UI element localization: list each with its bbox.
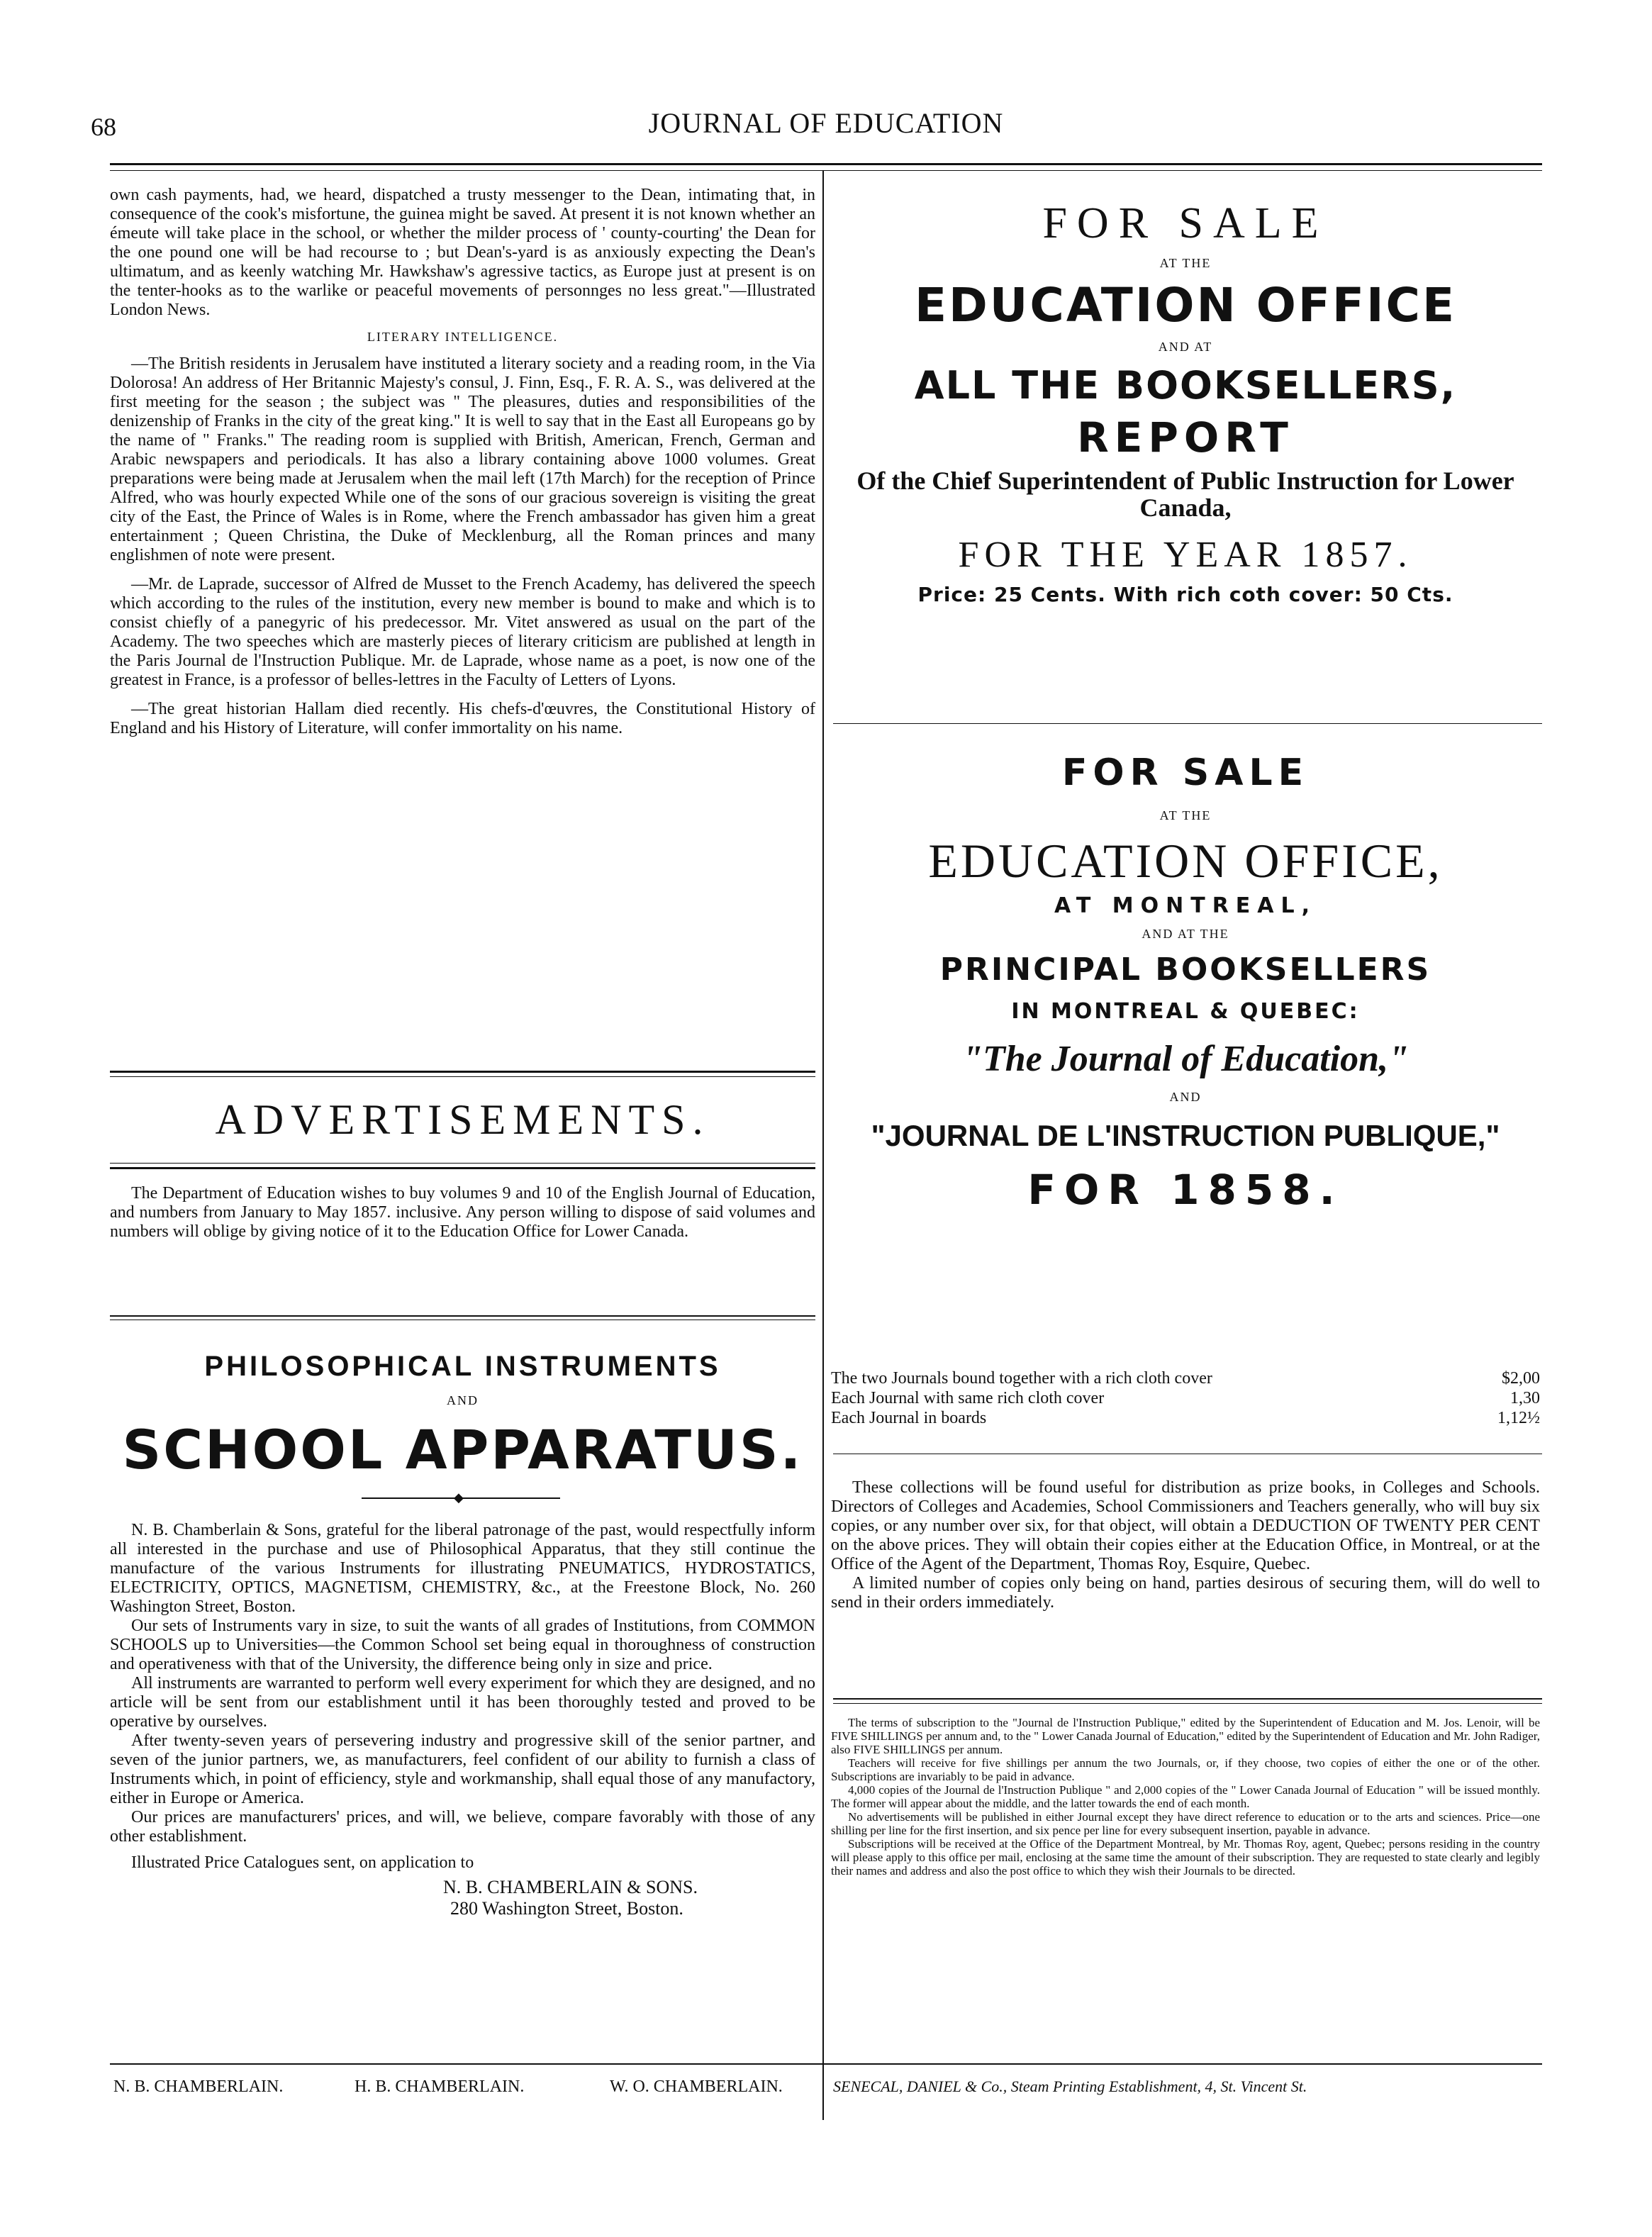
ad2-office: EDUCATION OFFICE, bbox=[928, 834, 1443, 888]
philosophical-and: AND bbox=[447, 1393, 479, 1407]
ad2-montreal: AT MONTREAL, bbox=[1054, 893, 1317, 918]
terms-p1: The terms of subscription to the "Journal de l'Instruction Publique," edited by the Superintendent of Education and M. Jos. Lenoir, will be FIVE SHILLINGS per annum and, to the " Lower Canada Journal of Education," edited by the Superintendent of Education and Mr. John Radiger, also FIVE SHILLINGS per annum. bbox=[831, 1716, 1540, 1756]
signature-name: N. B. CHAMBERLAIN & SONS. bbox=[443, 1877, 698, 1897]
dept-notice-block bbox=[110, 1184, 815, 1242]
ad2-and-at-the: AND AT THE bbox=[1142, 927, 1229, 941]
ad2-journal-en: "The Journal of Education," bbox=[962, 1039, 1409, 1079]
printer-imprint: SENECAL, DANIEL & Co., Steam Printing Establishment, 4, St. Vincent St. bbox=[833, 2077, 1307, 2095]
ad2-for-year: FOR 1858. bbox=[1027, 1166, 1344, 1214]
ad-rule-top bbox=[110, 1071, 815, 1073]
terms-rule-2 bbox=[833, 1703, 1542, 1704]
terms-p3: 4,000 copies of the Journal de l'Instruction Publique " and 2,000 copies of the " Lower Canada Journal of Education " will be issued monthly. The former will appear about the middle, and the latter towards the end of each month. bbox=[831, 1783, 1540, 1810]
price-item: Each Journal with same rich cloth cover bbox=[831, 1389, 1105, 1407]
ad1-and-at: AND AT bbox=[1158, 340, 1213, 354]
ad-rule-bottom-2 bbox=[110, 1167, 815, 1169]
literary-heading: LITERARY INTELLIGENCE. bbox=[367, 330, 559, 344]
price-item: Each Journal in boards bbox=[831, 1409, 987, 1427]
ornament-diamond: ◆ bbox=[454, 1490, 464, 1505]
header-rule bbox=[110, 163, 1542, 165]
ad1-rule bbox=[833, 723, 1542, 724]
footer-name-2: H. B. CHAMBERLAIN. bbox=[355, 2077, 525, 2096]
notice-rule bbox=[110, 1315, 815, 1317]
terms-p2: Teachers will receive for five shillings per annum the two Journals, or, if they choose, two copies of either the one or of the other. Subscriptions are invariably to be paid in advance. bbox=[831, 1756, 1540, 1783]
price-list bbox=[831, 1368, 1540, 1428]
collections-p2: A limited number of copies only being on hand, parties desirous of securing them, will do well to send in their orders immediately. bbox=[831, 1574, 1540, 1612]
ad2-at-the: AT THE bbox=[1159, 808, 1212, 822]
terms-block bbox=[831, 1716, 1540, 1878]
catalogue-line: Illustrated Price Catalogues sent, on application to bbox=[131, 1853, 474, 1872]
left-column bbox=[110, 186, 815, 738]
price-row bbox=[831, 1408, 1540, 1428]
ad1-at-the: AT THE bbox=[1159, 256, 1212, 270]
price-row bbox=[831, 1388, 1540, 1408]
dept-notice: The Department of Education wishes to buy volumes 9 and 10 of the English Journal of Education, and numbers from January to May 1857. inclusive. Any person willing to dispose of said volumes and numbers will oblige by giving notice of it to the Education Office for Lower Canada. bbox=[110, 1184, 815, 1241]
price-row bbox=[831, 1368, 1540, 1388]
ad-rule-bottom bbox=[110, 1163, 815, 1164]
ad1-year: FOR THE YEAR 1857. bbox=[958, 535, 1413, 575]
paragraph-hallam: —The great historian Hallam died recently. His chefs-d'œuvres, the Constitutional History of England and his History of Literature, will confer immortality on his name. bbox=[110, 700, 815, 737]
advertisements-title: ADVERTISEMENTS. bbox=[215, 1096, 710, 1143]
running-title: JOURNAL OF EDUCATION bbox=[648, 107, 1004, 139]
chamberlain-block bbox=[110, 1521, 815, 1919]
ad2-in-cities: IN MONTREAL & QUEBEC: bbox=[1011, 999, 1360, 1024]
price-item: The two Journals bound together with a rich cloth cover bbox=[831, 1369, 1212, 1388]
collections-block bbox=[831, 1478, 1540, 1612]
paragraph-laprade: —Mr. de Laprade, successor of Alfred de Musset to the French Academy, has delivered the speech which according to the rules of the institution, every new member is bound to make and which is to consist chiefly of a panegyric of his predecessor. Mr. Vitet answered as usual on the part of the Academy. The two speeches which are masterly pieces of literary criticism are published at length in the Paris Journal de l'Instruction Publique. Mr. de Laprade, whose name as a poet, is now one of the greatest in France, is a professor of belles-lettres in the Faculty of Letters of Lyons. bbox=[110, 575, 815, 689]
ad2-block bbox=[831, 752, 1540, 1214]
intro-paragraph: own cash payments, had, we heard, dispatched a trusty messenger to the Dean, intimating that, in consequence of the cook's misfortune, the guinea might be saved. At present it is not known whether an émeute will take place in the school, or whether the milder process of ' county-courting' the Dean for the one pound one will be had recourse to ; but Dean's-yard is as anxiously expecting the Dean's ultimatum, and as keenly watching Mr. Hawkshaw's agressive tactics, as Europe just at present is on the tenter-hooks as to the warlike or peaceful movements of personnges no less great."—Illustrated London News. bbox=[110, 186, 815, 319]
header-rule-2 bbox=[110, 170, 1542, 171]
ad1-report-desc: Of the Chief Superintendent of Public Instruction for Lower Canada, bbox=[856, 467, 1514, 522]
price-value: 1,12½ bbox=[1497, 1409, 1540, 1427]
signature-address: 280 Washington Street, Boston. bbox=[450, 1898, 683, 1919]
terms-p5: Subscriptions will be received at the Office of the Department Montreal, by Mr. Thomas Roy, agent, Quebec; persons residing in the country will please apply to this office per mail, enclosing at the same time the amount of their subscription. They are requested to state clearly and legibly their names and address and also the post office to which they wish their Journals to be directed. bbox=[831, 1837, 1540, 1878]
chamberlain-p3: All instruments are warranted to perform well every experiment for which they are designed, and no article will be sent from our establishment until it has been thoroughly tested and proved to be operative by ourselves. bbox=[110, 1674, 815, 1731]
ad2-principal: PRINCIPAL BOOKSELLERS bbox=[939, 952, 1431, 988]
column-divider bbox=[822, 170, 824, 2120]
ad1-for-sale: FOR SALE bbox=[1042, 199, 1329, 247]
footer-name-1: N. B. CHAMBERLAIN. bbox=[113, 2077, 284, 2096]
terms-p4: No advertisements will be published in either Journal except they have direct reference to education or to the arts and sciences. Price—one shilling per line for the first insertion, and six pence per line for every subsequent insertion, payable in advance. bbox=[831, 1810, 1540, 1837]
ad2-and: AND bbox=[1169, 1090, 1202, 1104]
paragraph-british: —The British residents in Jerusalem have instituted a literary society and a reading room, in the Via Dolorosa! An address of Her Britannic Majesty's consul, J. Finn, Esq., F. R. A. S., was delivered at the first meeting for the season ; the subject was " The pleasures, duties and responsibilities of the denizenship of Franks in the city of the great king." It is well to say that in the East all Europeans go by the name of " Franks." The reading room is supplied with British, American, French, German and Arabic newspapers and periodicals. It has also a library containing above 1000 volumes. Great preparations were being made at Jerusalem when the mail left (17th March) for the reception of Prince Alfred, who was hourly expected While one of the sons of our gracious sovereign is visiting the great city of the East, the Prince of Wales is in Rome, where the French ambassador has given him a great entertainment ; Queen Christina, the Duke of Mecklenburg, all the Roman princes and many englishmen of note were present. bbox=[110, 355, 815, 564]
ad2-journal-fr: "JOURNAL DE L'INSTRUCTION PUBLIQUE," bbox=[871, 1119, 1500, 1152]
collections-p1: These collections will be found useful for distribution as prize books, in Colleges and Schools. Directors of Colleges and Academies, School Commissioners and Teachers generally, who will buy six copies, or any number over six, for that object, will obtain a DEDUCTION OF TWENTY PER CENT on the above prices. They will obtain their copies either at the Education Office, in Montreal, or at the Office of the Agent of the Department, Thomas Roy, Esquire, Quebec. bbox=[831, 1478, 1540, 1573]
chamberlain-p2: Our sets of Instruments vary in size, to suit the wants of all grades of Institutions, from COMMON SCHOOLS up to Universities—the Common School set being equal in thoroughness of construction and operativeness with that of the University, the difference being only in size and price. bbox=[110, 1617, 815, 1673]
ad1-booksellers: ALL THE BOOKSELLERS, bbox=[914, 363, 1457, 408]
philosophical-title: PHILOSOPHICAL INSTRUMENTS bbox=[204, 1351, 721, 1382]
footer-rule bbox=[110, 2063, 1542, 2065]
ad1-report: REPORT bbox=[1077, 413, 1294, 462]
ad1-block bbox=[831, 199, 1540, 606]
footer-name-3: W. O. CHAMBERLAIN. bbox=[610, 2077, 783, 2096]
chamberlain-p1: N. B. Chamberlain & Sons, grateful for the liberal patronage of the past, would respectfully inform all interested in the purchase and use of Philosophical Apparatus, that they still continue the manufacture of the various Instruments for illustrating PNEUMATICS, HYDROSTATICS, ELECTRICITY, OPTICS, MAGNETISM, CHEMISTRY, &c., at the Freestone Block, No. 260 Washington Street, Boston. bbox=[110, 1521, 815, 1616]
chamberlain-p5: Our prices are manufacturers' prices, and will, we believe, compare favorably with those of any other establishment. bbox=[110, 1808, 815, 1846]
terms-rule bbox=[833, 1698, 1542, 1700]
school-apparatus-title: SCHOOL APPARATUS. bbox=[122, 1418, 803, 1481]
ad1-price: Price: 25 Cents. With rich coth cover: 50 Cts. bbox=[917, 583, 1453, 606]
price-value: 1,30 bbox=[1510, 1389, 1540, 1407]
chamberlain-p4: After twenty-seven years of persevering industry and progressive skill of the senior partner, and seven of the junior partners, we, as manufacturers, feel confident of our ability to furnish a class of Instruments which, in point of efficiency, style and workmanship, shall equal those of any manufactory, either in Europe or America. bbox=[110, 1731, 815, 1807]
ad2-for-sale: FOR SALE bbox=[1061, 752, 1310, 794]
ad-rule-top-2 bbox=[110, 1076, 815, 1077]
price-value: $2,00 bbox=[1502, 1369, 1540, 1388]
page-number: 68 bbox=[91, 113, 116, 141]
ad1-office: EDUCATION OFFICE bbox=[914, 278, 1457, 333]
